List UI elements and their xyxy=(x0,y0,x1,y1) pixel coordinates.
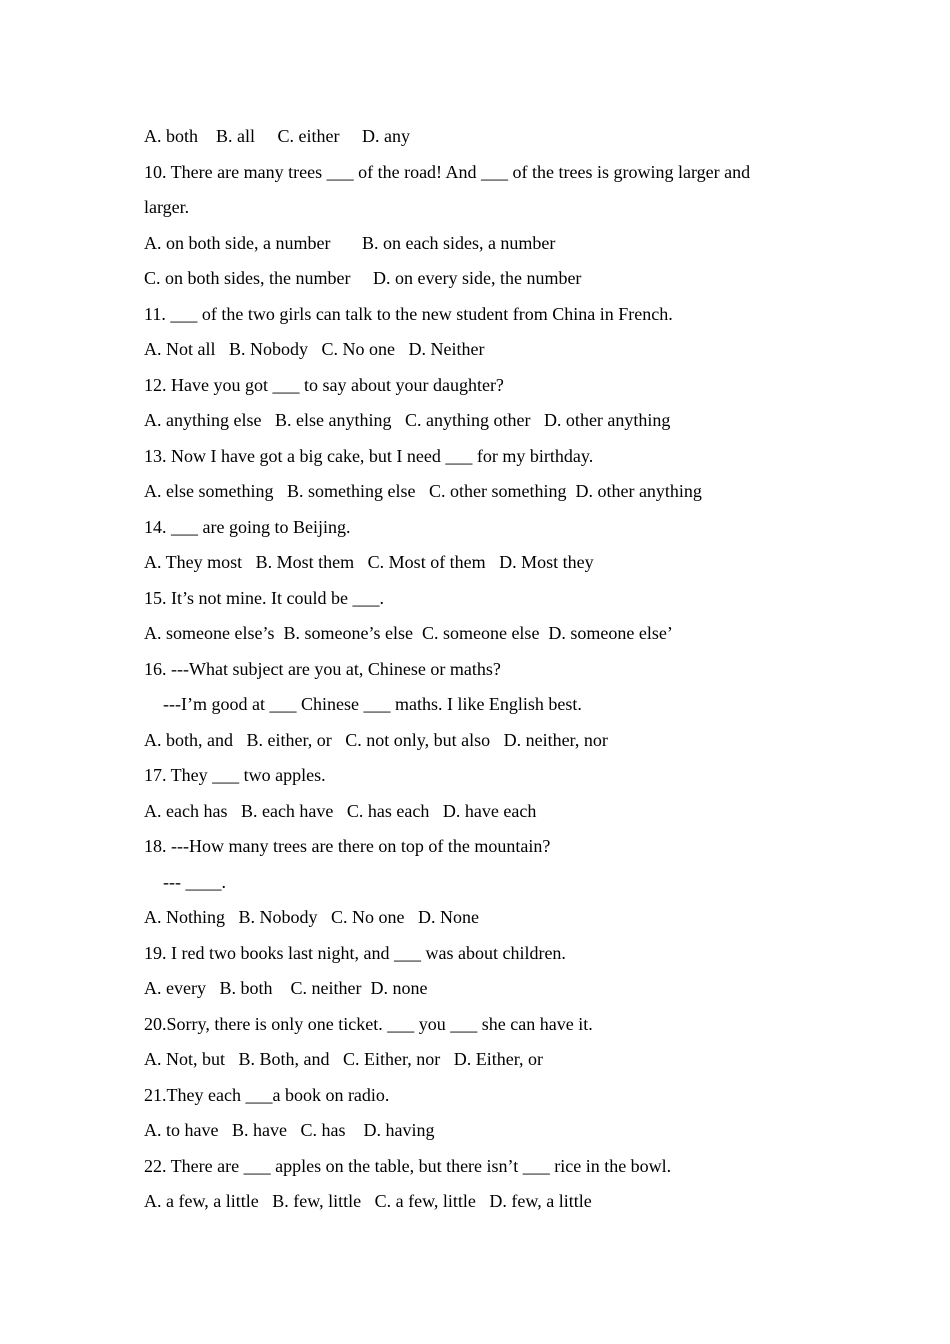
question-15: 15. It’s not mine. It could be ___. xyxy=(144,587,384,608)
question-13: 13. Now I have got a big cake, but I need ___ for my birthday. xyxy=(144,445,594,466)
question-16-reply: ---I’m good at ___ Chinese ___ maths. I like English best. xyxy=(163,694,582,714)
answer-options-21: A. to have B. have C. has D. having xyxy=(144,1120,435,1140)
answer-options-9: A. both B. all C. either D. any xyxy=(144,126,410,146)
question-14: 14. ___ are going to Beijing. xyxy=(144,516,351,537)
answer-options-12: A. anything else B. else anything C. anything other D. other anything xyxy=(144,410,671,430)
question-16: 16. ---What subject are you at, Chinese or maths? xyxy=(144,658,501,679)
answer-options-20: A. Not, but B. Both, and C. Either, nor D. Either, or xyxy=(144,1049,544,1069)
question-11: 11. ___ of the two girls can talk to the new student from China in French. xyxy=(144,303,673,324)
answer-options-18: A. Nothing B. Nobody C. No one D. None xyxy=(144,907,479,927)
question-18-reply: --- ____. xyxy=(163,871,226,892)
answer-options-10-cd: C. on both sides, the number D. on every side, the number xyxy=(144,268,582,288)
answer-options-10-ab: A. on both side, a number B. on each sides, a number xyxy=(144,232,556,253)
question-12: 12. Have you got ___ to say about your daughter? xyxy=(144,374,504,395)
answer-options-15: A. someone else’s B. someone’s else C. someone else D. someone else’ xyxy=(144,623,673,643)
answer-options-17: A. each has B. each have C. has each D. have each xyxy=(144,800,537,821)
question-10-continued: larger. xyxy=(144,197,190,217)
answer-options-14: A. They most B. Most them C. Most of them D. Most they xyxy=(144,552,594,572)
question-10: 10. There are many trees ___ of the road! And ___ of the trees is growing larger and xyxy=(144,161,751,182)
answer-options-16: A. both, and B. either, or C. not only, but also D. neither, nor xyxy=(144,729,608,750)
question-17: 17. They ___ two apples. xyxy=(144,765,326,785)
answer-options-19: A. every B. both C. neither D. none xyxy=(144,978,428,998)
question-19: 19. I red two books last night, and ___ was about children. xyxy=(144,942,566,963)
question-20: 20.Sorry, there is only one ticket. ___ you ___ she can have it. xyxy=(144,1013,593,1034)
question-22: 22. There are ___ apples on the table, but there isn’t ___ rice in the bowl. xyxy=(144,1155,672,1176)
answer-options-11: A. Not all B. Nobody C. No one D. Neither xyxy=(144,339,485,359)
question-21: 21.They each ___a book on radio. xyxy=(144,1084,390,1105)
exercise-text xyxy=(144,119,804,1220)
question-18: 18. ---How many trees are there on top of the mountain? xyxy=(144,836,551,856)
answer-options-22: A. a few, a little B. few, little C. a few, little D. few, a little xyxy=(144,1191,592,1211)
answer-options-13: A. else something B. something else C. other something D. other anything xyxy=(144,481,702,501)
